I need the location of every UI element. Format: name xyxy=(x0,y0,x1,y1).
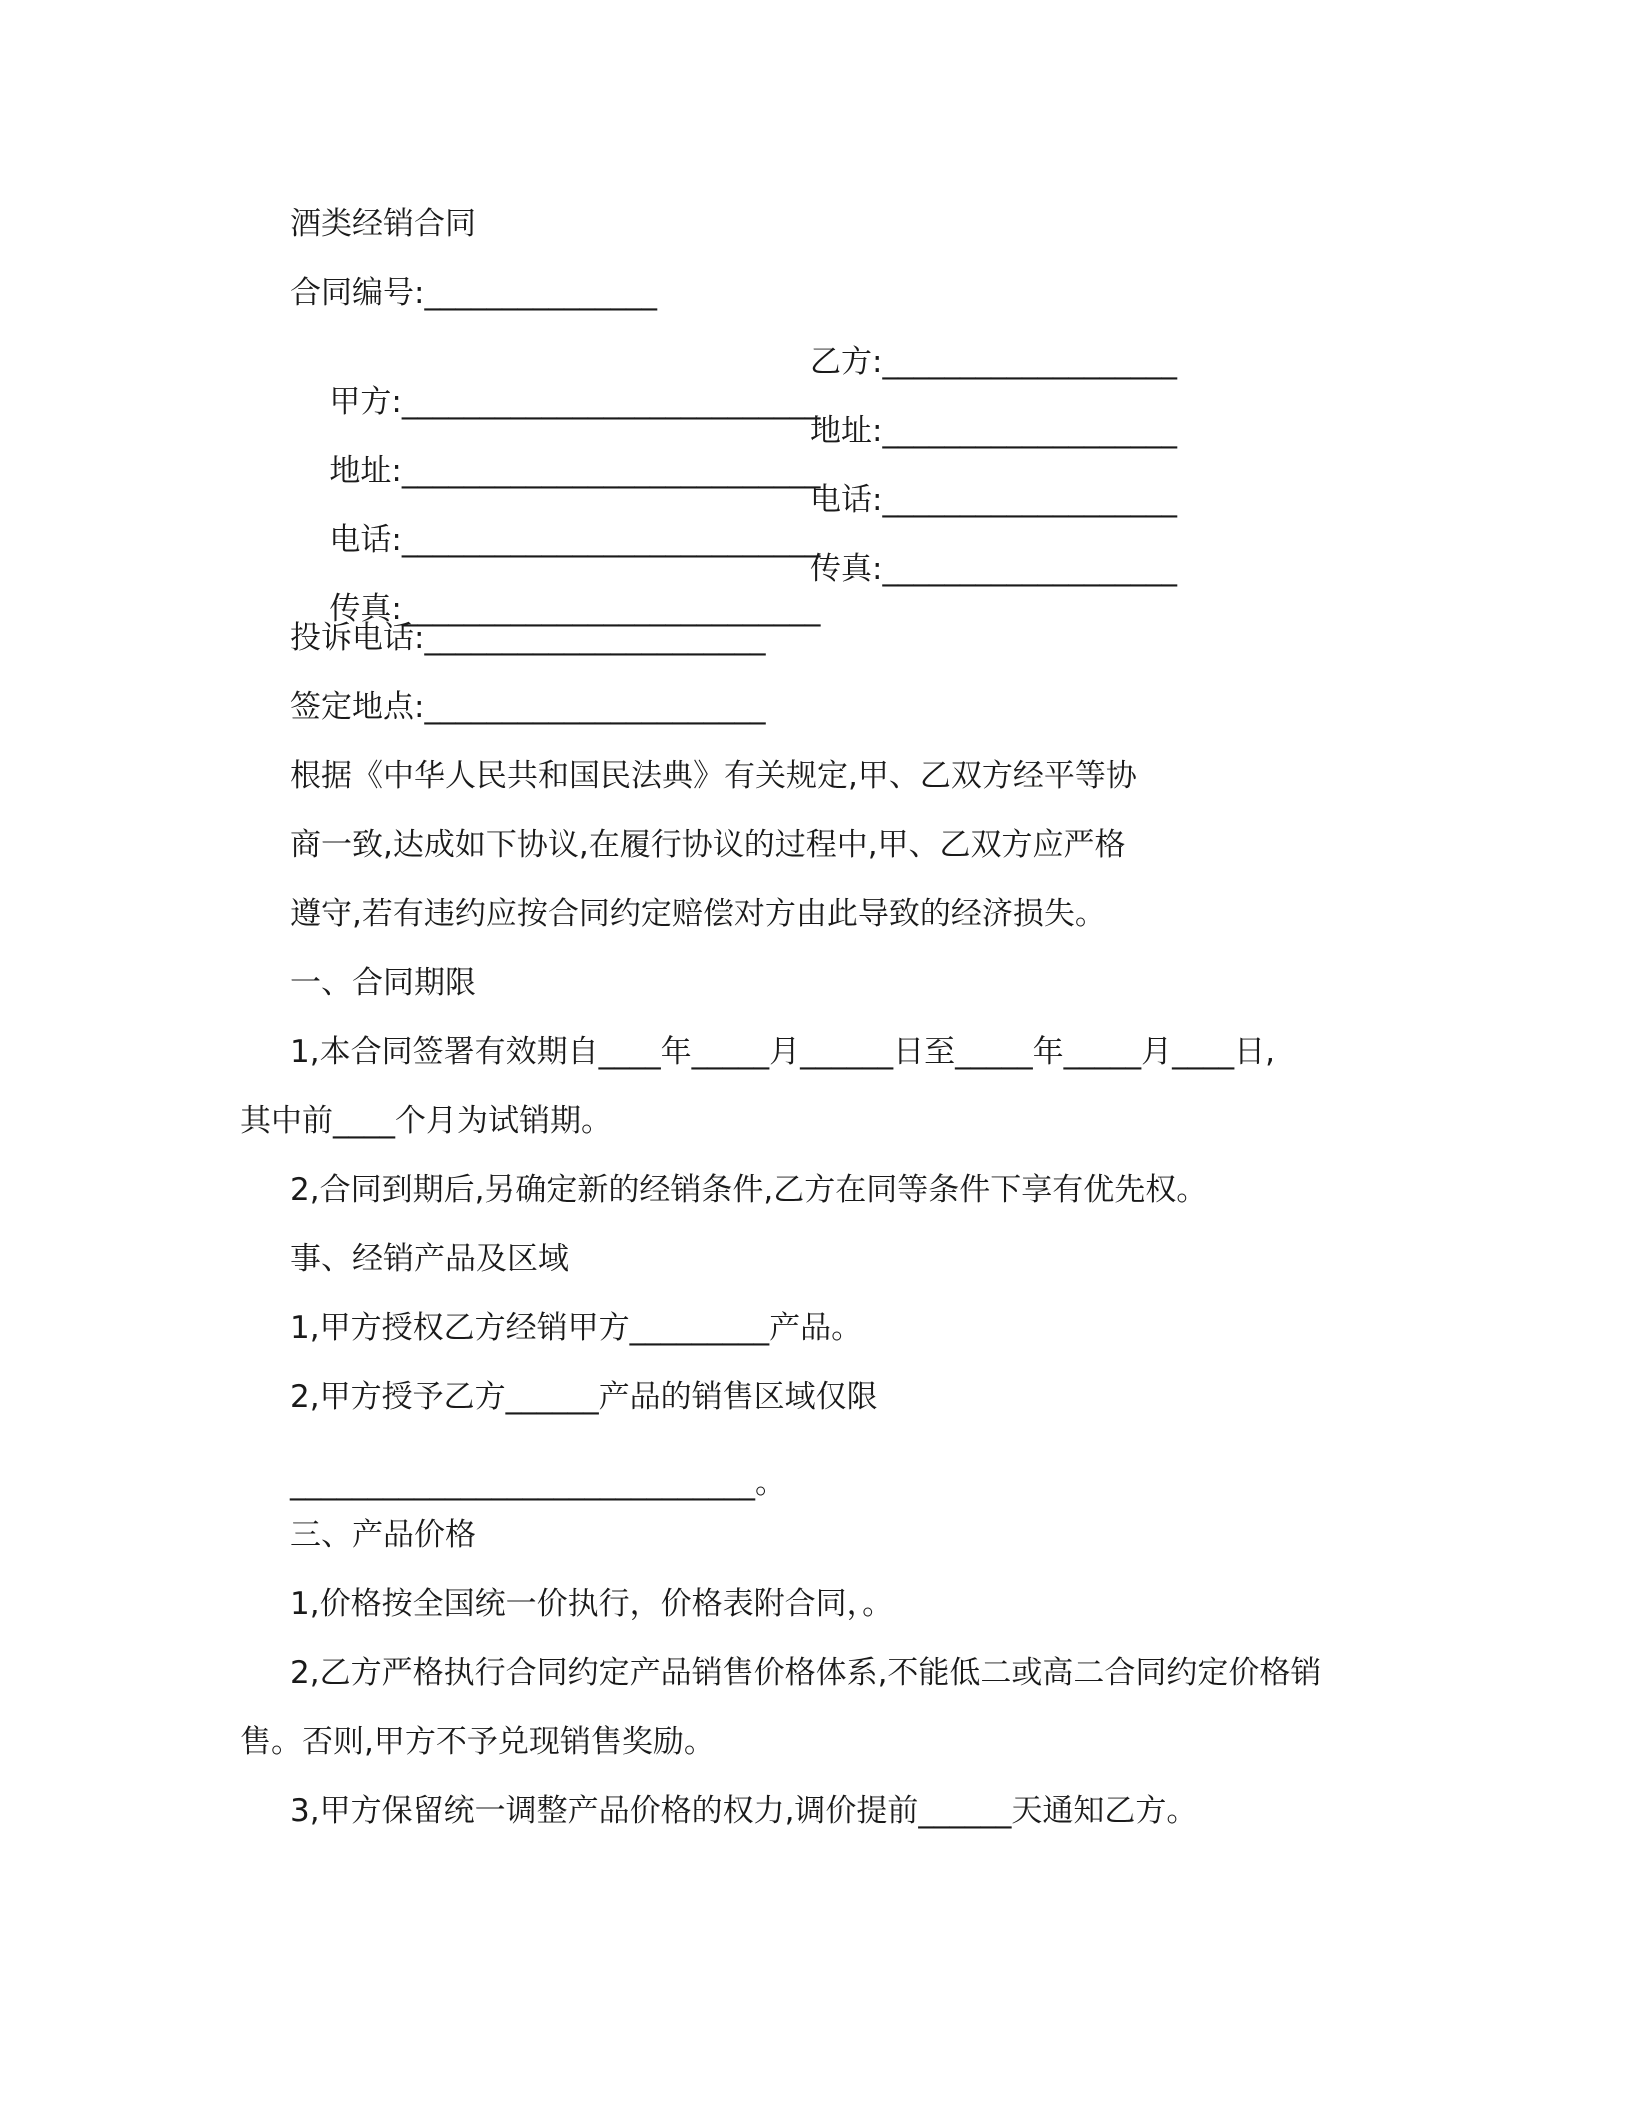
section-2-item-2-line-2: ______________________________。 xyxy=(290,1465,786,1501)
section-1-item-1-line-1: 1,本合同签署有效期自____年_____月______日至_____年_____月____日, xyxy=(290,1034,1275,1070)
party-a-address-field: 地址:___________________________ xyxy=(329,453,821,489)
section-2-item-1: 1,甲方授权乙方经销甲方_________产品。 xyxy=(290,1310,863,1346)
section-3-item-2-line-2: 售。否则,甲方不予兑现销售奖励。 xyxy=(240,1724,715,1760)
section-3-item-3: 3,甲方保留统一调整产品价格的权力,调价提前______天通知乙方。 xyxy=(290,1793,1198,1829)
complaint-phone-field: 投诉电话:______________________ xyxy=(290,620,766,656)
section-3-heading: 三、产品价格 xyxy=(290,1517,476,1553)
party-b-phone-field: 电话:___________________ xyxy=(810,482,1177,518)
section-3-item-1: 1,价格按全国统一价执行，价格表附合同，。 xyxy=(290,1586,894,1622)
party-b-name-field: 乙方:___________________ xyxy=(810,344,1177,380)
preamble-line-3: 遵守,若有违约应按合同约定赔偿对方由此导致的经济损失。 xyxy=(290,896,1106,932)
party-b-fax-field: 传真:___________________ xyxy=(810,551,1177,587)
preamble-line-2: 商一致,达成如下协议,在履行协议的过程中,甲、乙双方应严格 xyxy=(290,827,1126,863)
contract-number-field: 合同编号:_______________ xyxy=(290,275,657,311)
party-b-address-field: 地址:___________________ xyxy=(810,413,1177,449)
section-1-item-2: 2,合同到期后,另确定新的经销条件,乙方在同等条件下享有优先权。 xyxy=(290,1172,1208,1208)
section-1-heading: 一、合同期限 xyxy=(290,965,476,1001)
document-title: 酒类经销合同 xyxy=(290,206,476,242)
section-3-item-2-line-1: 2,乙方严格执行合同约定产品销售价格体系,不能低二或高二合同约定价格销 xyxy=(290,1655,1322,1691)
party-a-name-field: 甲方:___________________________ xyxy=(329,384,821,420)
section-2-item-2-line-1: 2,甲方授予乙方______产品的销售区域仅限 xyxy=(290,1379,878,1415)
section-1-item-1-line-2: 其中前____个月为试销期。 xyxy=(240,1103,612,1139)
section-2-heading: 事、经销产品及区域 xyxy=(290,1241,569,1277)
preamble-line-1: 根据《中华人民共和国民法典》有关规定,甲、乙双方经平等协 xyxy=(290,758,1137,794)
party-a-fax-field: 传真:___________________________ xyxy=(329,591,821,627)
signing-place-field: 签定地点:______________________ xyxy=(290,689,766,725)
party-a-phone-field: 电话:___________________________ xyxy=(329,522,821,558)
